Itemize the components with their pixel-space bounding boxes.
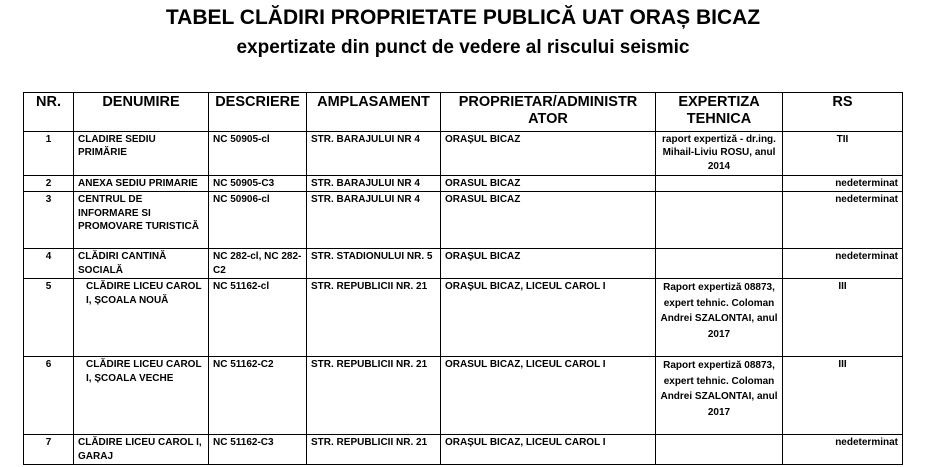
cell-expertiza: Raport expertiză 08873, expert tehnic. Coloman Andrei SZALONTAI, anul 2017 (656, 357, 783, 435)
cell-denumire: CENTRUL DE INFORMARE SI PROMOVARE TURISTICĂ (74, 192, 209, 249)
cell-expertiza (656, 249, 783, 279)
cell-proprietar: ORAȘUL BICAZ, LICEUL CAROL I (441, 279, 656, 357)
cell-rs: nedeterminat (783, 435, 903, 465)
cell-amplasament: STR. BARAJULUI NR 4 (307, 192, 441, 249)
header-descriere: DESCRIERE (209, 93, 307, 132)
table-row (24, 132, 903, 176)
header-denumire: DENUMIRE (74, 93, 209, 132)
cell-nr: 5 (24, 279, 74, 357)
table-row (24, 176, 903, 192)
cell-descriere: NC 50905-C3 (209, 176, 307, 192)
cell-amplasament: STR. BARAJULUI NR 4 (307, 176, 441, 192)
header-expertiza: EXPERTIZA TEHNICA (656, 93, 783, 132)
buildings-table (23, 92, 903, 465)
cell-denumire: CLĂDIRE LICEU CAROL I, ȘCOALA VECHE (74, 357, 209, 435)
cell-amplasament: STR. REPUBLICII NR. 21 (307, 435, 441, 465)
table-row (24, 192, 903, 249)
header-proprietar: PROPRIETAR/ADMINISTR ATOR (441, 93, 656, 132)
cell-descriere: NC 50905-cl (209, 132, 307, 176)
cell-nr: 6 (24, 357, 74, 435)
cell-expertiza: Raport expertiză 08873, expert tehnic. Coloman Andrei SZALONTAI, anul 2017 (656, 279, 783, 357)
cell-descriere: NC 282-cl, NC 282-C2 (209, 249, 307, 279)
cell-descriere: NC 51162-C3 (209, 435, 307, 465)
cell-amplasament: STR. BARAJULUI NR 4 (307, 132, 441, 176)
header-nr: NR. (24, 93, 74, 132)
cell-nr: 2 (24, 176, 74, 192)
cell-nr: 4 (24, 249, 74, 279)
cell-proprietar: ORAȘUL BICAZ (441, 249, 656, 279)
table-row (24, 249, 903, 279)
cell-expertiza (656, 435, 783, 465)
document-subtitle: expertizate din punct de vedere al riscului seismic (236, 37, 690, 58)
cell-denumire: CLĂDIRE LICEU CAROL I, ȘCOALA NOUĂ (74, 279, 209, 357)
table-row (24, 435, 903, 465)
cell-proprietar: ORASUL BICAZ (441, 176, 656, 192)
cell-denumire: CLĂDIRE LICEU CAROL I, GARAJ (74, 435, 209, 465)
cell-descriere: NC 50906-cl (209, 192, 307, 249)
cell-proprietar: ORAȘUL BICAZ (441, 132, 656, 176)
cell-rs: III (783, 279, 903, 357)
header-amplasament: AMPLASAMENT (307, 93, 441, 132)
cell-proprietar: ORAȘUL BICAZ, LICEUL CAROL I (441, 435, 656, 465)
table-row (24, 357, 903, 435)
cell-nr: 3 (24, 192, 74, 249)
table-row (24, 279, 903, 357)
cell-proprietar: ORASUL BICAZ, LICEUL CAROL I (441, 357, 656, 435)
cell-expertiza: raport expertiză - dr.ing. Mihail-Liviu ROSU, anul 2014 (656, 132, 783, 176)
table-header-row (24, 93, 903, 132)
cell-denumire: CLĂDIRI CANTINĂ SOCIALĂ (74, 249, 209, 279)
cell-rs: nedeterminat (783, 249, 903, 279)
cell-nr: 1 (24, 132, 74, 176)
cell-denumire: CLADIRE SEDIU PRIMĂRIE (74, 132, 209, 176)
cell-expertiza (656, 176, 783, 192)
document-title: TABEL CLĂDIRI PROPRIETATE PUBLICĂ UAT ORAȘ BICAZ (165, 6, 761, 29)
cell-descriere: NC 51162-cl (209, 279, 307, 357)
cell-nr: 7 (24, 435, 74, 465)
cell-amplasament: STR. REPUBLICII NR. 21 (307, 357, 441, 435)
header-rs: RS (783, 93, 903, 132)
cell-rs: nedeterminat (783, 176, 903, 192)
cell-rs: nedeterminat (783, 192, 903, 249)
cell-descriere: NC 51162-C2 (209, 357, 307, 435)
cell-proprietar: ORASUL BICAZ (441, 192, 656, 249)
cell-denumire: ANEXA SEDIU PRIMARIE (74, 176, 209, 192)
cell-rs: TII (783, 132, 903, 176)
cell-amplasament: STR. REPUBLICII NR. 21 (307, 279, 441, 357)
cell-expertiza (656, 192, 783, 249)
cell-rs: III (783, 357, 903, 435)
cell-amplasament: STR. STADIONULUI NR. 5 (307, 249, 441, 279)
